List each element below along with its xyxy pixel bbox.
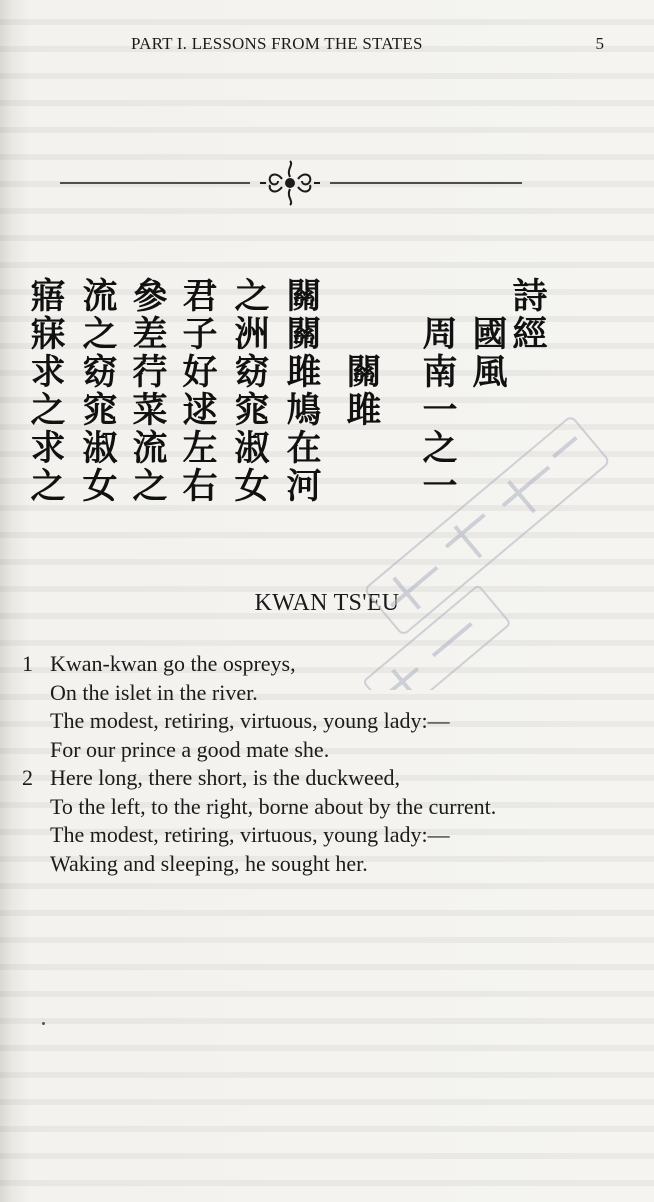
hanzi: 君 <box>182 277 218 317</box>
hanzi: 洲 <box>234 315 270 355</box>
hanzi: 周 <box>422 315 458 355</box>
hanzi: 參 <box>132 277 168 317</box>
hanzi: 之 <box>30 467 66 507</box>
hanzi-column <box>28 278 68 506</box>
hanzi: 窈 <box>82 353 118 393</box>
hanzi: 流 <box>82 277 118 317</box>
hanzi: 窕 <box>82 391 118 431</box>
hanzi: 詩 <box>512 277 548 317</box>
hanzi-column <box>180 278 220 506</box>
hanzi: 之 <box>422 429 458 469</box>
hanzi: 之 <box>234 277 270 317</box>
poem-title: KWAN TS'EU <box>254 590 400 616</box>
poem-line: Waking and sleeping, he sought her. <box>50 850 368 876</box>
page-number: 5 <box>595 34 604 53</box>
hanzi: 荇 <box>132 353 168 393</box>
hanzi: 求 <box>30 429 66 469</box>
poem-line: To the left, to the right, borne about by the current. <box>50 793 497 819</box>
poem-line: Kwan-kwan go the ospreys, <box>50 651 296 676</box>
poem-line: The modest, retiring, virtuous, young lady:— <box>50 708 450 733</box>
hanzi-column <box>80 278 120 506</box>
hanzi: 南 <box>422 353 458 393</box>
ornament-divider <box>60 160 522 206</box>
hanzi: 逑 <box>182 391 218 431</box>
poem-line: Here long, there short, is the duckweed, <box>50 765 401 790</box>
hanzi: 一 <box>422 391 458 431</box>
hanzi: 差 <box>132 315 168 355</box>
hanzi: 子 <box>182 315 218 355</box>
hanzi-column <box>344 354 384 430</box>
poem-line: The modest, retiring, virtuous, young lady:— <box>50 822 450 847</box>
hanzi: 關 <box>286 315 322 355</box>
hanzi: 寐 <box>30 315 66 355</box>
poem-line: For our prince a good mate she. <box>50 736 330 762</box>
hanzi: 寤 <box>30 277 66 317</box>
stanza-number: 1 <box>22 651 33 676</box>
hanzi: 淑 <box>82 429 118 469</box>
hanzi: 河 <box>286 467 322 507</box>
hanzi: 在 <box>286 429 322 469</box>
hanzi-column <box>232 278 272 506</box>
hanzi: 之 <box>30 391 66 431</box>
hanzi-column <box>420 316 460 506</box>
hanzi: 窕 <box>234 391 270 431</box>
hanzi: 國 <box>472 315 508 355</box>
hanzi: 關 <box>346 353 382 393</box>
hanzi: 風 <box>472 353 508 393</box>
hanzi: 求 <box>30 353 66 393</box>
hanzi-column <box>470 316 510 392</box>
hanzi: 關 <box>286 277 322 317</box>
hanzi: 左 <box>182 429 218 469</box>
hanzi: 淑 <box>234 429 270 469</box>
ink-speck <box>42 1022 45 1025</box>
poem-line: On the islet in the river. <box>50 679 258 705</box>
hanzi: 菜 <box>132 391 168 431</box>
hanzi: 好 <box>182 353 218 393</box>
hanzi: 窈 <box>234 353 270 393</box>
chinese-text <box>28 278 628 538</box>
hanzi: 女 <box>82 467 118 507</box>
hanzi: 流 <box>132 429 168 469</box>
hanzi: 經 <box>512 315 548 355</box>
hanzi-column <box>130 278 170 506</box>
hanzi: 雎 <box>286 353 322 393</box>
hanzi: 之 <box>82 315 118 355</box>
hanzi: 鳩 <box>286 391 322 431</box>
hanzi: 女 <box>234 467 270 507</box>
hanzi: 雎 <box>346 391 382 431</box>
running-title: PART I. LESSONS FROM THE STATES <box>131 34 423 53</box>
hanzi-column <box>284 278 324 506</box>
hanzi: 之 <box>132 467 168 507</box>
hanzi: 右 <box>182 467 218 507</box>
page-header <box>131 34 604 58</box>
hanzi: 一 <box>422 467 458 507</box>
fleuron-icon <box>60 160 522 206</box>
stanza-number: 2 <box>22 765 33 790</box>
hanzi-column <box>510 278 550 354</box>
